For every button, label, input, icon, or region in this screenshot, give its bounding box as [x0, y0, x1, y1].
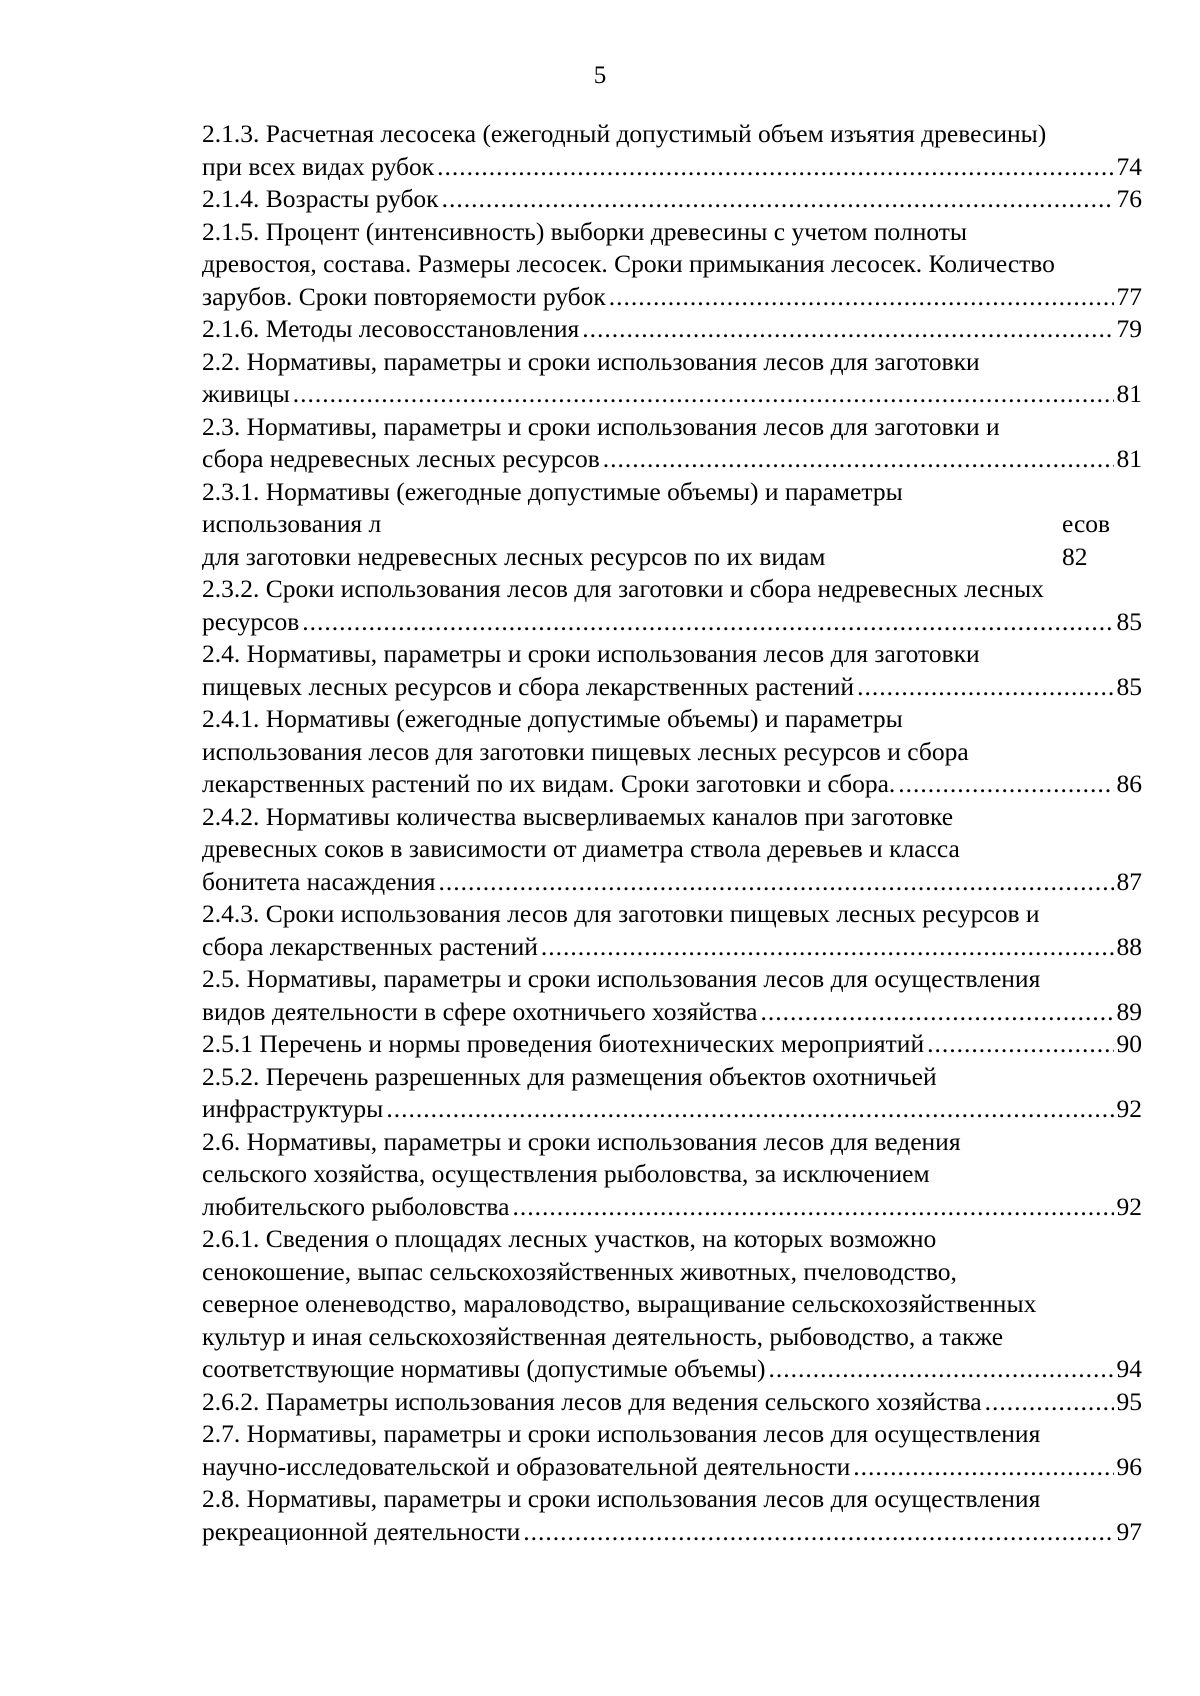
dot-leader: [442, 183, 1114, 216]
entry-title: 2.1.4. Возрасты рубок: [202, 184, 439, 213]
entry-line: северное оленеводство, мараловодство, выращивание сельскохозяйственных: [202, 1289, 1037, 1318]
page-number: 5: [593, 62, 607, 89]
entry-page-number: 77: [1116, 281, 1142, 311]
dot-leader: [437, 151, 1113, 184]
entry-title: сбора лекарственных растений: [202, 931, 538, 961]
toc-entry-2-6: [202, 1126, 1142, 1224]
entry-page-number: 74: [1116, 151, 1142, 181]
toc-entry-2-3-2: [202, 573, 1142, 638]
entry-title: лекарственных растений по их видам. Сроки заготовки и сбора.: [202, 769, 896, 798]
entry-line: 2.1.3. Расчетная лесосека (ежегодный допустимый объем изъятия древесины): [202, 119, 1047, 148]
entry-title: рекреационной деятельности: [202, 1516, 521, 1546]
entry-line: 2.4.1. Нормативы (ежегодные допустимые объемы) и параметры: [202, 704, 903, 733]
toc-entry-2-3: [202, 411, 1142, 476]
entry-title: инфраструктуры: [202, 1094, 384, 1123]
entry-page-number: 86: [1116, 769, 1142, 798]
entry-page-number: 95: [1116, 1386, 1142, 1416]
entry-page-number: 87: [1116, 866, 1142, 896]
entry-title: живицы: [202, 379, 290, 408]
entry-page-number: 82: [1062, 541, 1088, 571]
toc-entry-2-5-2: [202, 1061, 1142, 1126]
entry-line: 2.2. Нормативы, параметры и сроки использования лесов для заготовки: [202, 346, 980, 376]
entry-page-number: 96: [1116, 1451, 1142, 1481]
entry-line: 2.4.2. Нормативы количества высверливаемых каналов при заготовке: [202, 801, 954, 831]
entry-line: древесных соков в зависимости от диаметра ствола деревьев и класса: [202, 834, 960, 863]
entry-title: при всех видах рубок: [202, 151, 435, 181]
entry-title: ресурсов: [202, 606, 300, 636]
entry-line: 2.6.1. Сведения о площадях лесных участков, на которых возможно: [202, 1224, 937, 1253]
toc-entry-2-1-6: [202, 313, 1142, 346]
entry-page-number: 81: [1116, 444, 1142, 473]
entry-title: соответствующие нормативы (допустимые объемы): [202, 1354, 766, 1383]
dot-leader: [438, 866, 1113, 899]
entry-page-number: 88: [1116, 931, 1142, 961]
entry-line: 2.4. Нормативы, параметры и сроки использования лесов для заготовки: [202, 639, 980, 668]
entry-title: любительского рыболовства: [202, 1191, 510, 1221]
entry-title: пищевых лесных ресурсов и сбора лекарственных растений: [202, 671, 855, 701]
dot-leader: [582, 313, 1113, 346]
entry-page-number: 76: [1116, 184, 1142, 213]
entry-line-left: использования л: [202, 509, 382, 538]
dot-leader: [603, 443, 1114, 476]
entry-line: 2.5.2. Перечень разрешенных для размещения объектов охотничьей: [202, 1061, 937, 1091]
entry-page-number: 94: [1116, 1354, 1142, 1383]
toc-entry-2-6-1: [202, 1223, 1142, 1386]
dot-leader: [927, 1028, 1113, 1061]
dot-leader: [293, 378, 1114, 411]
toc-entry-2-5-1: [202, 1028, 1142, 1061]
entry-title: для заготовки недревесных лесных ресурсов по их видам: [202, 541, 826, 571]
entry-page-number: 81: [1116, 379, 1142, 408]
entry-title: сбора недревесных лесных ресурсов: [202, 444, 600, 473]
entry-line: 2.3. Нормативы, параметры и сроки использования лесов для заготовки и: [202, 411, 1000, 441]
entry-title: 2.5.1 Перечень и нормы проведения биотехнических мероприятий: [202, 1029, 925, 1058]
dot-leader: [853, 1451, 1113, 1484]
entry-page-number: 92: [1116, 1191, 1142, 1221]
entry-line: 2.6. Нормативы, параметры и сроки использования лесов для ведения: [202, 1126, 961, 1156]
dot-leader: [609, 281, 1114, 314]
entry-line: 2.5. Нормативы, параметры и сроки использования лесов для осуществления: [202, 964, 1041, 993]
toc-entry-2-8: [202, 1483, 1142, 1548]
entry-line: 2.8. Нормативы, параметры и сроки использования лесов для осуществления: [202, 1484, 1041, 1513]
toc-entry-2-3-1: [202, 476, 1142, 574]
table-of-contents: [202, 118, 1142, 1548]
entry-line: сельского хозяйства, осуществления рыболовства, за исключением: [202, 1159, 930, 1188]
toc-entry-2-1-4: [202, 183, 1142, 216]
toc-entry-2-1-3: [202, 118, 1142, 183]
dot-leader: [768, 1353, 1113, 1386]
entry-line: 2.1.5. Процент (интенсивность) выборки древесины с учетом полноты: [202, 216, 968, 246]
entry-title: 2.1.6. Методы лесовосстановления: [202, 314, 580, 343]
toc-entry-2-4-2: [202, 801, 1142, 899]
toc-entry-2-2: [202, 346, 1142, 411]
toc-entry-2-7: [202, 1418, 1142, 1483]
entry-page-number: 92: [1116, 1094, 1142, 1123]
toc-entry-2-5: [202, 963, 1142, 1028]
entry-title: научно-исследовательской и образовательной деятельности: [202, 1451, 851, 1481]
entry-page-number: 79: [1116, 314, 1142, 343]
entry-line: культур и иная сельскохозяйственная деятельность, рыбоводство, а также: [202, 1321, 1004, 1351]
entry-line: сенокошение, выпас сельскохозяйственных животных, пчеловодство,: [202, 1256, 957, 1286]
dot-leader: [512, 1191, 1113, 1224]
dot-leader: [898, 768, 1113, 801]
entry-line: 2.3.2. Сроки использования лесов для заготовки и сбора недревесных лесных: [202, 574, 1044, 603]
entry-line: использования лесов для заготовки пищевых лесных ресурсов и сбора: [202, 736, 969, 766]
entry-page-number: 90: [1116, 1029, 1142, 1058]
dot-leader: [985, 1386, 1114, 1419]
toc-entry-2-1-5: [202, 216, 1142, 314]
entry-title: 2.6.2. Параметры использования лесов для ведения сельского хозяйства: [202, 1386, 982, 1416]
entry-page-number: 85: [1116, 606, 1142, 636]
dot-leader: [760, 996, 1113, 1029]
dot-leader: [386, 1093, 1113, 1126]
entry-page-number: 97: [1116, 1516, 1142, 1546]
entry-line-right: есов: [1062, 509, 1111, 538]
entry-page-number: 89: [1116, 996, 1142, 1026]
toc-entry-2-4: [202, 638, 1142, 703]
toc-entry-2-4-1: [202, 703, 1142, 801]
entry-line: 2.4.3. Сроки использования лесов для заготовки пищевых лесных ресурсов и: [202, 899, 1040, 928]
toc-entry-2-6-2: [202, 1386, 1142, 1419]
dot-leader: [541, 931, 1114, 964]
entry-line: 2.7. Нормативы, параметры и сроки использования лесов для осуществления: [202, 1419, 1041, 1448]
entry-page-number: 85: [1116, 671, 1142, 701]
entry-title: зарубов. Сроки повторяемости рубок: [202, 281, 606, 311]
entry-title: бонитета насаждения: [202, 866, 436, 896]
dot-leader: [523, 1516, 1113, 1549]
toc-entry-2-4-3: [202, 898, 1142, 963]
dot-leader: [857, 671, 1113, 704]
entry-line: 2.3.1. Нормативы (ежегодные допустимые объемы) и параметры: [202, 476, 903, 506]
entry-title: видов деятельности в сфере охотничьего хозяйства: [202, 996, 758, 1026]
dot-leader: [302, 606, 1113, 639]
entry-line: древостоя, состава. Размеры лесосек. Сроки примыкания лесосек. Количество: [202, 249, 1055, 278]
